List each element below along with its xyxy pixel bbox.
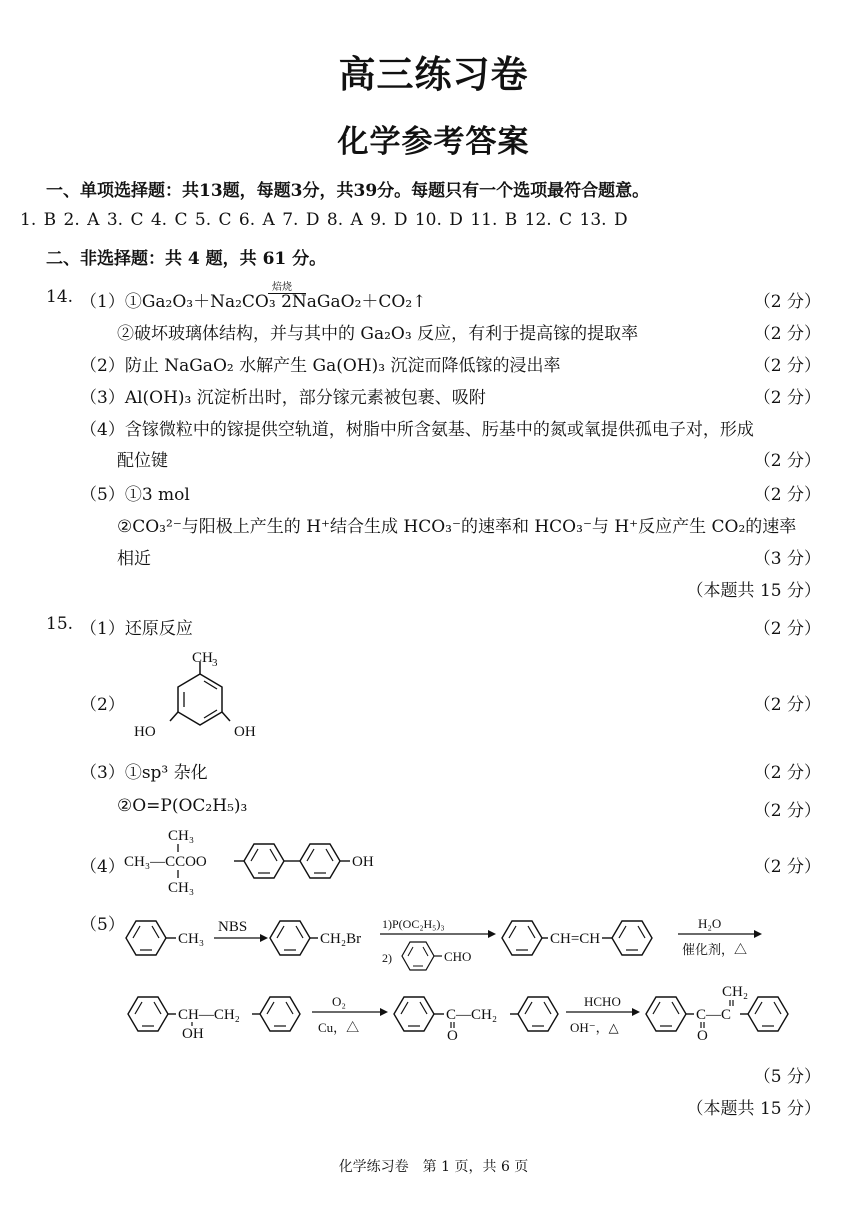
- q15-p5-score: （5 分）: [753, 1067, 821, 1087]
- q15-p5-route-row2: [118, 980, 818, 1064]
- q15-p3-score: （2 分）: [753, 763, 821, 783]
- syn-s6a: C—C: [696, 1007, 732, 1023]
- q15-p1: （1）还原反应: [80, 619, 193, 639]
- section2-heading: 二、非选择题：共 4 题，共 61 分。: [46, 249, 327, 269]
- q15-p5-route-row1: [118, 900, 768, 984]
- syn-s4a: CH—CH₂: [178, 1007, 240, 1023]
- syn-r5a: HCHO: [584, 994, 621, 1009]
- page-title: 高三练习卷: [338, 52, 529, 96]
- q15-p3: （3）①sp³ 杂化: [80, 763, 208, 783]
- q15-number: 15.: [46, 614, 74, 634]
- mol4-me-top: CH₃: [168, 828, 195, 844]
- syn-s4b: OH: [182, 1026, 204, 1042]
- mol4-main: CH₃—CCOO: [124, 854, 207, 870]
- q15-p5-label: （5）: [80, 915, 125, 935]
- syn-r4a: O₂: [332, 994, 346, 1009]
- syn-s6c: CH₂: [722, 984, 749, 1000]
- q14-p1-score: （2 分）: [753, 292, 821, 312]
- q14-p5b-score: （3 分）: [753, 549, 821, 569]
- syn-s1: CH₃: [178, 931, 205, 947]
- syn-r3a: H₂O: [698, 916, 722, 931]
- syn-s5b: O: [447, 1028, 458, 1044]
- q14-p5b: ②CO₃²⁻与阳极上产生的 H⁺结合生成 HCO₃⁻的速率和 HCO₃⁻与 H⁺反应产生 CO₂的速率: [117, 517, 797, 537]
- mol2-methyl-sub: 3: [212, 657, 218, 669]
- q15-p2-score: （2 分）: [753, 695, 821, 715]
- q15-total: （本题共 15 分）: [686, 1099, 821, 1119]
- q14-p5-score: （2 分）: [753, 485, 821, 505]
- syn-r3b: 催化剂，△: [682, 942, 748, 957]
- q14-p5c: 相近: [117, 549, 151, 569]
- q14-p3-score: （2 分）: [753, 388, 821, 408]
- mc-answers: 1. B 2. A 3. C 4. C 5. C 6. A 7. D 8. A 9. D 10. D 11. B 12. C 13. D: [20, 210, 628, 230]
- mol4-oh: OH: [352, 854, 374, 870]
- section1-heading: 一、单项选择题：共13题，每题3分，共39分。每题只有一个选项最符合题意。: [46, 181, 650, 201]
- page-footer: 化学练习卷 第 1 页，共 6 页: [338, 1159, 529, 1175]
- q14-p5: （5）①3 mol: [80, 485, 190, 505]
- page-subtitle: 化学参考答案: [337, 124, 530, 160]
- q15-p2-label: （2）: [80, 695, 125, 715]
- syn-r4b: Cu，△: [318, 1020, 360, 1035]
- q14-p1-condition: 焙烧: [272, 282, 292, 293]
- q15-p3b-score: （2 分）: [753, 801, 821, 821]
- mol4-me-bot: CH₃: [168, 880, 195, 896]
- q15-p4-label: （4）: [80, 857, 125, 877]
- q15-p1-score: （2 分）: [753, 619, 821, 639]
- syn-s3: CH=CH: [550, 931, 601, 947]
- q14-p4: （4）含镓微粒中的镓提供空轨道，树脂中所含氨基、肟基中的氮或氧提供孤电子对，形成: [80, 420, 754, 440]
- q14-p1-arrow-line: [268, 293, 306, 294]
- syn-s5a: C—CH₂: [446, 1007, 498, 1023]
- syn-r2b: 2): [382, 951, 392, 965]
- syn-r1: NBS: [218, 919, 248, 935]
- q14-p1: （1）①Ga₂O₃＋Na₂CO₃ 2NaGaO₂＋CO₂↑: [80, 292, 427, 312]
- q15-p4-structure: [124, 824, 414, 903]
- q15-p4-score: （2 分）: [753, 857, 821, 877]
- syn-s2: CH₂Br: [320, 931, 362, 947]
- syn-r2a: 1)P(OC₂H₅)₃: [382, 917, 445, 931]
- q14-p4b: 配位键: [117, 451, 168, 471]
- q14-number: 14.: [46, 287, 74, 307]
- q14-p4-score: （2 分）: [753, 451, 821, 471]
- q15-p3b: ②O=P(OC₂H₅)₃: [117, 796, 248, 816]
- q15-p2-structure: [130, 646, 280, 750]
- mol2-ho: HO: [134, 724, 156, 740]
- syn-r2b-group: CHO: [444, 949, 472, 964]
- q14-p2: （2）防止 NaGaO₂ 水解产生 Ga(OH)₃ 沉淀而降低镓的浸出率: [80, 356, 561, 376]
- q14-p1b: ②破坏玻璃体结构，并与其中的 Ga₂O₃ 反应，有利于提高镓的提取率: [117, 324, 639, 344]
- syn-s6b: O: [697, 1028, 708, 1044]
- q14-p1b-score: （2 分）: [753, 324, 821, 344]
- q14-p2-score: （2 分）: [753, 356, 821, 376]
- syn-r5b: OH⁻，△: [570, 1020, 619, 1035]
- mol2-methyl: CH: [192, 650, 213, 666]
- q14-total: （本题共 15 分）: [686, 581, 821, 601]
- mol2-oh: OH: [234, 724, 256, 740]
- q14-p3: （3）Al(OH)₃ 沉淀析出时，部分镓元素被包裹、吸附: [80, 388, 486, 408]
